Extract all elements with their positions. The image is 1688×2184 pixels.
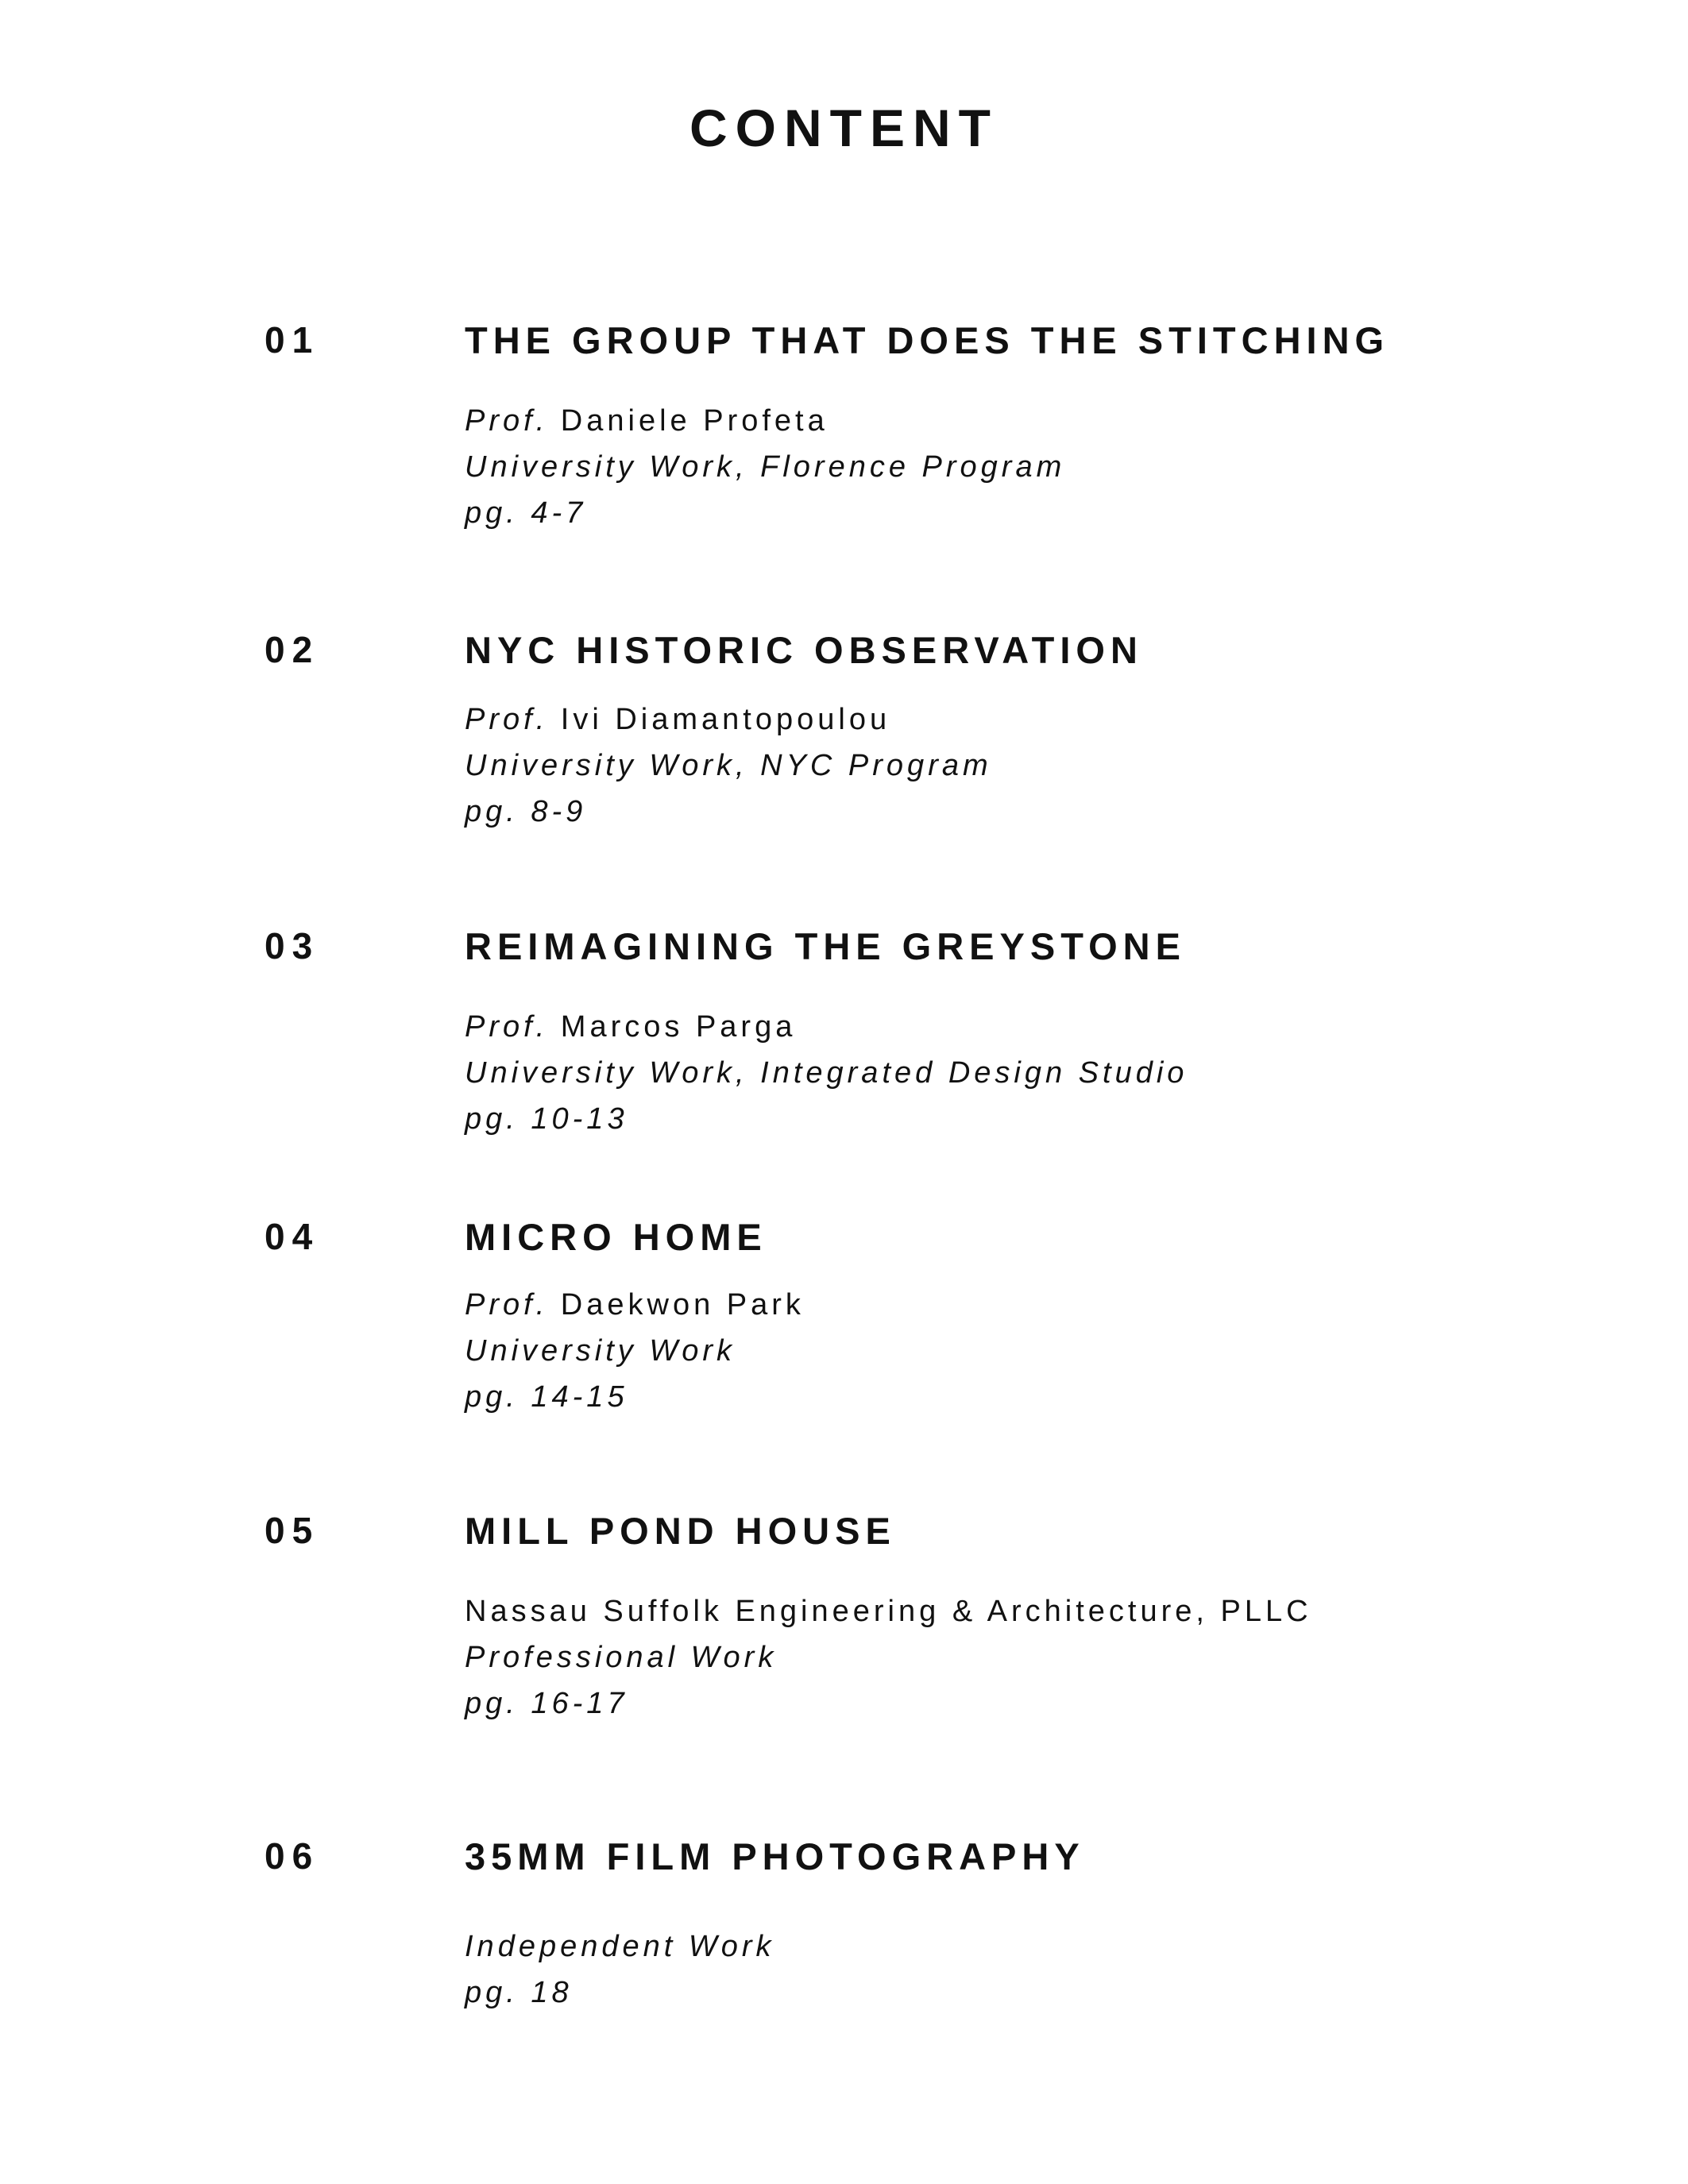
entry-number: 06: [265, 1835, 320, 1877]
prof-prefix: Prof.: [465, 703, 549, 736]
entry-professor: [465, 406, 829, 436]
entry-pages: pg. 18: [465, 1976, 573, 2009]
entry-number: 03: [265, 925, 320, 967]
entry-pages: pg. 16-17: [465, 1687, 628, 1720]
entry-pages: pg. 8-9: [465, 795, 587, 828]
entry-number: 01: [265, 319, 320, 361]
entry-number: 05: [265, 1510, 320, 1551]
entry-professor: [465, 704, 890, 735]
prof-name: Daekwon Park: [548, 1288, 805, 1322]
page-title: CONTENT: [689, 98, 999, 157]
entry-context: University Work, NYC Program: [465, 749, 992, 782]
prof-name: Ivi Diamantopoulou: [548, 703, 891, 736]
entry-professor: [465, 1012, 796, 1042]
prof-prefix: Prof.: [465, 1010, 549, 1044]
entry-pages: pg. 10-13: [465, 1102, 628, 1136]
entry-title: MILL POND HOUSE: [465, 1510, 896, 1552]
entry-title: NYC HISTORIC OBSERVATION: [465, 629, 1143, 671]
entry-professor: [465, 1290, 805, 1320]
entry-context: Independent Work: [465, 1930, 775, 1963]
entry-number: 04: [265, 1216, 320, 1257]
prof-name: Marcos Parga: [548, 1010, 797, 1044]
entry-context: Professional Work: [465, 1641, 778, 1674]
prof-prefix: Prof.: [465, 404, 549, 438]
entry-pages: pg. 14-15: [465, 1380, 628, 1414]
entry-pages: pg. 4-7: [465, 496, 587, 530]
entry-title: MICRO HOME: [465, 1216, 767, 1258]
entry-context: University Work, Florence Program: [465, 450, 1066, 484]
prof-prefix: Prof.: [465, 1288, 549, 1322]
entry-firm: Nassau Suffolk Engineering & Architecture, PLLC: [465, 1595, 1312, 1628]
entry-title: 35MM FILM PHOTOGRAPHY: [465, 1835, 1085, 1877]
entry-context: University Work, Integrated Design Studio: [465, 1056, 1188, 1090]
entry-context: University Work: [465, 1334, 736, 1368]
entry-title: THE GROUP THAT DOES THE STITCHING: [465, 319, 1390, 361]
prof-name: Daniele Profeta: [548, 404, 829, 438]
entry-title: REIMAGINING THE GREYSTONE: [465, 925, 1186, 967]
entry-number: 02: [265, 629, 320, 670]
